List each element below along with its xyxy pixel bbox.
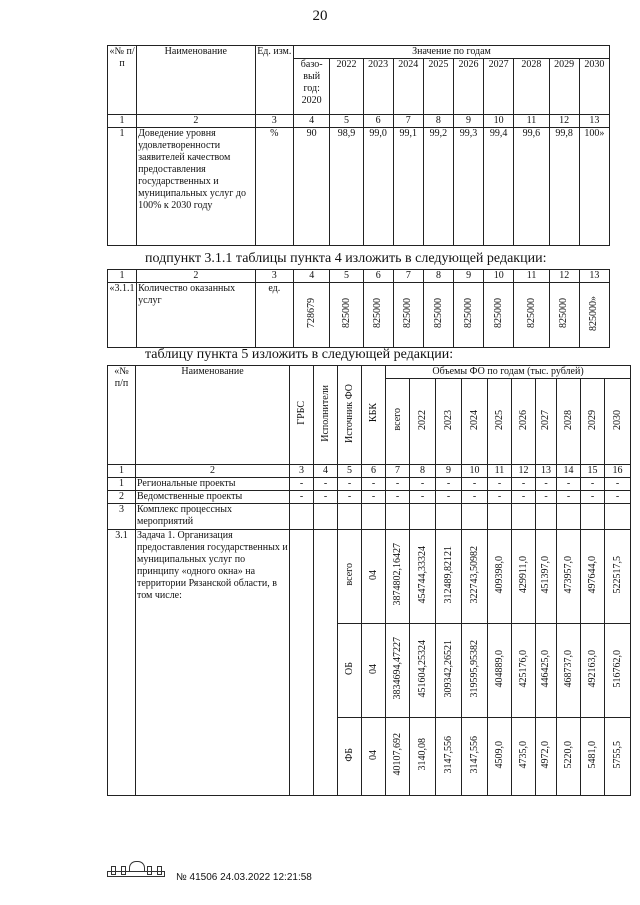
dash-cell: - — [338, 491, 362, 504]
table-row — [108, 491, 631, 504]
dash-cell: - — [338, 478, 362, 491]
value-cell: 825000 — [372, 298, 384, 328]
value-cell: 825000 — [462, 298, 474, 328]
page-number: 20 — [312, 8, 328, 24]
row-no: 1 — [108, 478, 136, 491]
kbk-cell: 04 — [367, 569, 379, 580]
year-cell: 2022 — [330, 59, 363, 115]
year-cell: 2022 — [416, 409, 428, 430]
value-cell: 825000 — [558, 298, 570, 328]
value-cell: 454744,33324 — [416, 545, 428, 604]
value-cell: 3147,556 — [468, 735, 480, 774]
dash-cell: - — [536, 491, 557, 504]
value-cell: 3834694,47227 — [391, 637, 403, 700]
dash-cell: - — [488, 491, 512, 504]
indicators-table — [107, 45, 610, 246]
row-name: Количество оказанных услуг — [137, 283, 255, 348]
col-number: 13 — [579, 115, 609, 128]
value-cell: 322743,50982 — [468, 545, 480, 604]
value-cell: 4972,0 — [540, 740, 551, 769]
hdr-kbk: КБК — [367, 403, 379, 423]
row-unit: % — [255, 128, 293, 246]
value-cell: 100» — [579, 128, 609, 246]
year-cell: 2025 — [423, 59, 453, 115]
col-number: 2 — [136, 465, 290, 478]
hdr-grbs: ГРБС — [295, 401, 307, 425]
col-number: 3 — [255, 270, 293, 283]
col-number: 12 — [512, 465, 536, 478]
value-cell: 98,9 — [330, 128, 363, 246]
dash-cell: - — [557, 478, 581, 491]
value-cell: 99,8 — [549, 128, 579, 246]
hdr-executors: Исполнители — [319, 384, 331, 442]
row-name: Доведение уровня удовлетворенности заявителей качеством предоставления государственных и муниципальных услуг до 100% к 2030 году — [137, 128, 255, 246]
year-cell: 2027 — [540, 409, 551, 430]
col-number: 1 — [108, 270, 137, 283]
value-cell: 5755,5 — [611, 740, 623, 769]
dash-cell: - — [512, 491, 536, 504]
col-number: 8 — [410, 465, 436, 478]
value-cell: 90 — [294, 128, 330, 246]
source-cell: ФБ — [343, 747, 355, 762]
amendment-heading-1: подпункт 3.1.1 таблицы пункта 4 изложить в следующей редакции: — [145, 251, 547, 266]
value-cell: 5481,0 — [586, 740, 598, 769]
col-number: 11 — [514, 270, 549, 283]
dash-cell: - — [290, 478, 314, 491]
value-cell: 516762,0 — [611, 649, 623, 688]
row-name: Региональные проекты — [136, 478, 290, 491]
hdr-name: Наименование — [136, 366, 290, 465]
value-cell: 3874802,16427 — [391, 543, 403, 606]
value-cell: 825000» — [588, 295, 600, 331]
year-cell: 2025 — [493, 409, 505, 430]
value-cell: 522517,5 — [611, 555, 623, 594]
value-cell: 825000 — [492, 298, 504, 328]
value-cell: 473957,0 — [562, 555, 574, 594]
dash-cell: - — [462, 491, 488, 504]
year-cell: 2023 — [442, 409, 454, 430]
value-cell: 492163,0 — [586, 649, 598, 688]
col-number: 2 — [137, 115, 255, 128]
col-number: 7 — [393, 115, 423, 128]
kbk-cell: 04 — [367, 663, 379, 674]
year-cell: 2028 — [514, 59, 549, 115]
col-number: 10 — [462, 465, 488, 478]
row-no: 3.1 — [108, 530, 136, 796]
value-cell: 99,1 — [393, 128, 423, 246]
hdr-values: Значение по годам — [294, 46, 610, 59]
year-cell: 2030 — [579, 59, 609, 115]
value-cell: 99,0 — [363, 128, 393, 246]
value-cell: 451604,25324 — [416, 639, 428, 698]
hdr-no: «№ п/п — [108, 366, 136, 465]
hdr-total: всего — [391, 408, 403, 431]
value-cell: 425176,0 — [517, 649, 529, 688]
dash-cell: - — [314, 478, 338, 491]
value-cell: 99,2 — [423, 128, 453, 246]
task-row-total — [108, 530, 631, 624]
value-cell: 312489,82121 — [442, 545, 454, 604]
col-number: 6 — [362, 465, 386, 478]
col-number: 1 — [108, 115, 137, 128]
dash-cell: - — [462, 478, 488, 491]
col-number: 16 — [605, 465, 631, 478]
row-no: 3 — [108, 504, 136, 530]
value-cell: 497644,0 — [586, 555, 598, 594]
year-cell: 2029 — [586, 409, 598, 430]
value-cell: 825000 — [340, 298, 352, 328]
col-number: 1 — [108, 465, 136, 478]
row-no: «3.1.1 — [108, 283, 137, 348]
task-name: Задача 1. Организация предоставления государственных и муниципальных услуг по принципу «одного окна» на территории Рязанской области, в том числе: — [136, 530, 290, 796]
row-no: 1 — [108, 128, 137, 246]
row-name: Ведомственные проекты — [136, 491, 290, 504]
dash-cell: - — [362, 491, 386, 504]
value-cell: 3140,08 — [416, 738, 428, 771]
col-number: 10 — [484, 115, 514, 128]
col-number: 12 — [549, 115, 579, 128]
year-cell: 2023 — [363, 59, 393, 115]
col-number: 6 — [363, 270, 393, 283]
dash-cell: - — [436, 478, 462, 491]
col-number: 5 — [338, 465, 362, 478]
value-cell: 3147,556 — [442, 735, 454, 774]
value-cell: 825000 — [402, 298, 414, 328]
dash-cell: - — [436, 491, 462, 504]
dash-cell: - — [488, 478, 512, 491]
dash-cell: - — [581, 491, 605, 504]
row-unit: ед. — [255, 283, 293, 348]
value-cell: 99,6 — [514, 128, 549, 246]
col-number: 13 — [536, 465, 557, 478]
col-number: 3 — [255, 115, 293, 128]
value-cell: 319595,95382 — [468, 639, 480, 698]
col-number: 7 — [386, 465, 410, 478]
col-number: 11 — [488, 465, 512, 478]
year-cell: 2024 — [468, 409, 480, 430]
value-cell: 4735,0 — [517, 740, 529, 769]
dash-cell: - — [290, 491, 314, 504]
col-number: 9 — [453, 115, 483, 128]
hdr-unit: Ед. изм. — [255, 46, 293, 115]
year-cell: 2026 — [517, 409, 529, 430]
dash-cell: - — [410, 478, 436, 491]
financing-table — [107, 365, 631, 796]
value-cell: 309342,26521 — [442, 639, 454, 698]
value-cell: 446425,0 — [540, 649, 551, 688]
dash-cell: - — [536, 478, 557, 491]
dash-cell: - — [386, 491, 410, 504]
col-number: 7 — [393, 270, 423, 283]
dash-cell: - — [362, 478, 386, 491]
value-cell: 4509,0 — [493, 740, 505, 769]
dash-cell: - — [605, 478, 631, 491]
services-table — [107, 269, 610, 348]
dash-cell: - — [557, 491, 581, 504]
value-cell: 99,4 — [484, 128, 514, 246]
source-cell: ОБ — [343, 662, 355, 675]
col-number: 12 — [549, 270, 579, 283]
year-cell: 2026 — [453, 59, 483, 115]
dash-cell: - — [512, 478, 536, 491]
dash-cell: - — [314, 491, 338, 504]
col-number: 2 — [137, 270, 255, 283]
hdr-source: Источник ФО — [343, 383, 355, 443]
dash-cell: - — [410, 491, 436, 504]
year-cell: 2030 — [611, 409, 623, 430]
table-row — [108, 478, 631, 491]
dash-cell: - — [386, 478, 410, 491]
col-number: 10 — [484, 270, 514, 283]
value-cell: 429911,0 — [517, 555, 529, 594]
government-seal-logo — [107, 861, 165, 877]
source-cell: всего — [343, 563, 355, 586]
value-cell: 409398,0 — [493, 555, 505, 594]
col-number: 4 — [314, 465, 338, 478]
row-no: 2 — [108, 491, 136, 504]
year-cell: 2024 — [393, 59, 423, 115]
col-number: 15 — [581, 465, 605, 478]
value-cell: 404889,0 — [493, 649, 505, 688]
col-number: 6 — [363, 115, 393, 128]
row-name: Комплекс процессных мероприятий — [136, 504, 290, 530]
col-number: 4 — [294, 270, 330, 283]
col-number: 9 — [454, 270, 484, 283]
value-cell: 825000 — [432, 298, 444, 328]
year-cell: 2027 — [484, 59, 514, 115]
dash-cell: - — [605, 491, 631, 504]
col-number: 5 — [330, 115, 363, 128]
value-cell: 99,3 — [453, 128, 483, 246]
col-number: 11 — [514, 115, 549, 128]
col-number: 8 — [423, 270, 453, 283]
value-cell: 728679 — [305, 298, 317, 328]
year-cell: 2029 — [549, 59, 579, 115]
col-number: 13 — [579, 270, 609, 283]
col-number: 14 — [557, 465, 581, 478]
kbk-cell: 04 — [367, 749, 379, 760]
hdr-no: «№ п/п — [108, 46, 137, 115]
value-cell: 40107,692 — [391, 733, 403, 776]
document-stamp: № 41506 24.03.2022 12:21:58 — [176, 872, 312, 883]
hdr-name: Наименование — [137, 46, 255, 115]
value-cell: 825000 — [525, 298, 537, 328]
col-number: 5 — [330, 270, 363, 283]
hdr-volumes: Объемы ФО по годам (тыс. рублей) — [386, 366, 631, 379]
year-cell: 2028 — [562, 409, 574, 430]
dash-cell: - — [581, 478, 605, 491]
value-cell: 5220,0 — [562, 740, 574, 769]
hdr-base-year: базо-вый год: 2020 — [294, 59, 330, 115]
col-number: 8 — [423, 115, 453, 128]
col-number: 3 — [290, 465, 314, 478]
col-number: 4 — [294, 115, 330, 128]
amendment-heading-2: таблицу пункта 5 изложить в следующей редакции: — [145, 347, 454, 362]
value-cell: 451397,0 — [540, 555, 551, 594]
value-cell: 468737,0 — [562, 649, 574, 688]
table-row — [108, 504, 631, 530]
col-number: 9 — [436, 465, 462, 478]
